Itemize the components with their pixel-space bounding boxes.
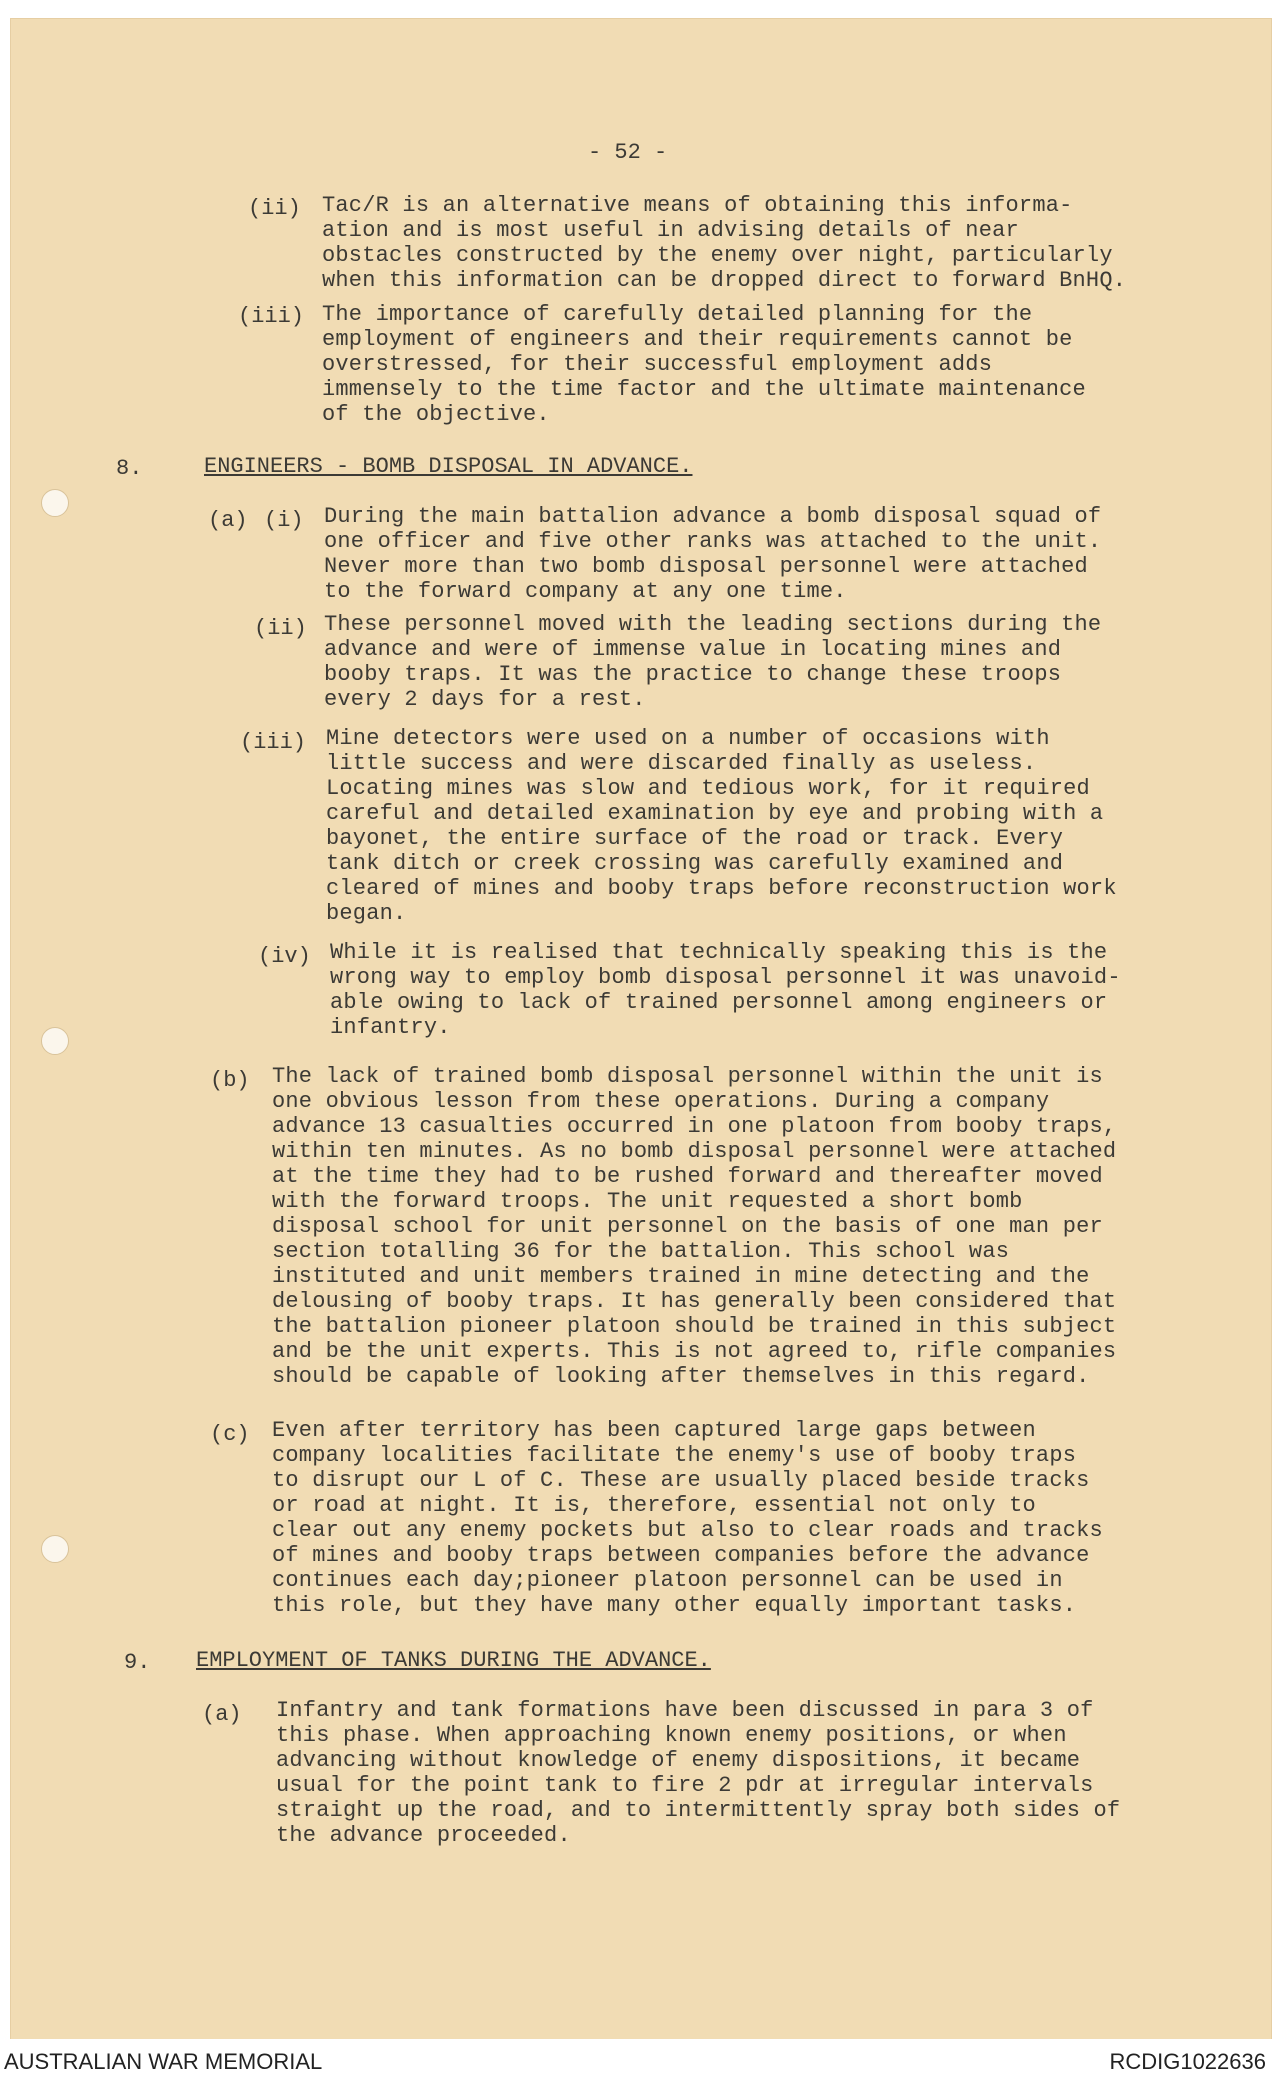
item-mark: (a)	[202, 1702, 242, 1727]
footer	[0, 2039, 1274, 2081]
paragraph: Infantry and tank formations have been discussed in para 3 of this phase. When approaching known enemy positions, or when advancing without knowledge of enemy dispositions, it became usual for the point tank to fire 2 pdr at irregular intervals straight up the road, and to intermittently spray both sides of the advance proceeded.	[276, 1698, 1121, 1848]
record-id: RCDIG1022636	[1109, 2049, 1266, 2074]
punch-hole	[41, 1027, 69, 1055]
archive-label: AUSTRALIAN WAR MEMORIAL	[4, 2049, 323, 2074]
paragraph: Mine detectors were used on a number of occasions with little success and were discarded finally as useless. Locating mines was slow and tedious work, for it required careful and detailed examination by eye and probing with a bayonet, the entire surface of the road or track. Every tank ditch or creek crossing was carefully examined and cleared of mines and booby traps before reconstruction work began.	[326, 726, 1117, 926]
section-heading: ENGINEERS - BOMB DISPOSAL IN ADVANCE.	[204, 454, 693, 479]
item-mark: (b)	[210, 1068, 250, 1093]
item-mark: (iii)	[240, 730, 307, 755]
page-number: - 52 -	[588, 140, 668, 165]
section-number: 9.	[124, 1650, 151, 1675]
item-mark: (ii)	[254, 616, 307, 641]
paragraph: The lack of trained bomb disposal personnel within the unit is one obvious lesson from these operations. During a company advance 13 casualties occurred in one platoon from booby traps, within ten minutes. As no bomb disposal personnel were attached at the time they had to be rushed forward and thereafter moved with the forward troops. The unit requested a short bomb disposal school for unit personnel on the basis of one man per section totalling 36 for the battalion. This school was instituted and unit members trained in mine detecting and the delousing of booby traps. It has generally been considered that the battalion pioneer platoon should be trained in this subject and be the unit experts. This is not agreed to, rifle companies should be capable of looking after themselves in this regard.	[272, 1064, 1117, 1389]
item-mark: (iv)	[258, 944, 311, 969]
item-mark: (ii)	[248, 196, 301, 221]
paragraph: While it is realised that technically speaking this is the wrong way to employ bomb disposal personnel it was unavoid- able owing to lack of trained personnel among engineers or infantry.	[330, 940, 1121, 1040]
paragraph: Even after territory has been captured large gaps between company localities facilitate the enemy's use of booby traps to disrupt our L of C. These are usually placed beside tracks or road at night. It is, therefore, essential not only to clear out any enemy pockets but also to clear roads and tracks of mines and booby traps between companies before the advance continues each day;pioneer platoon personnel can be used in this role, but they have many other equally important tasks.	[272, 1418, 1103, 1618]
item-mark: (a)	[208, 508, 248, 533]
item-mark: (i)	[264, 508, 304, 533]
item-mark: (iii)	[238, 304, 305, 329]
item-mark: (c)	[210, 1422, 250, 1447]
punch-hole	[41, 1535, 69, 1563]
section-heading: EMPLOYMENT OF TANKS DURING THE ADVANCE.	[196, 1648, 711, 1673]
paragraph: These personnel moved with the leading sections during the advance and were of immense value in locating mines and booby traps. It was the practice to change these troops every 2 days for a rest.	[324, 612, 1102, 712]
punch-hole	[41, 489, 69, 517]
paragraph: The importance of carefully detailed planning for the employment of engineers and their requirements cannot be overstressed, for their successful employment adds immensely to the time factor and the ultimate maintenance of the objective.	[322, 302, 1086, 427]
section-number: 8.	[116, 456, 143, 481]
paragraph: Tac/R is an alternative means of obtaining this informa- ation and is most useful in advising details of near obstacles constructed by the enemy over night, particularly when this information can be dropped direct to forward BnHQ.	[322, 193, 1127, 293]
paragraph: During the main battalion advance a bomb disposal squad of one officer and five other ranks was attached to the unit. Never more than two bomb disposal personnel were attached to the forward company at any one time.	[324, 504, 1102, 604]
